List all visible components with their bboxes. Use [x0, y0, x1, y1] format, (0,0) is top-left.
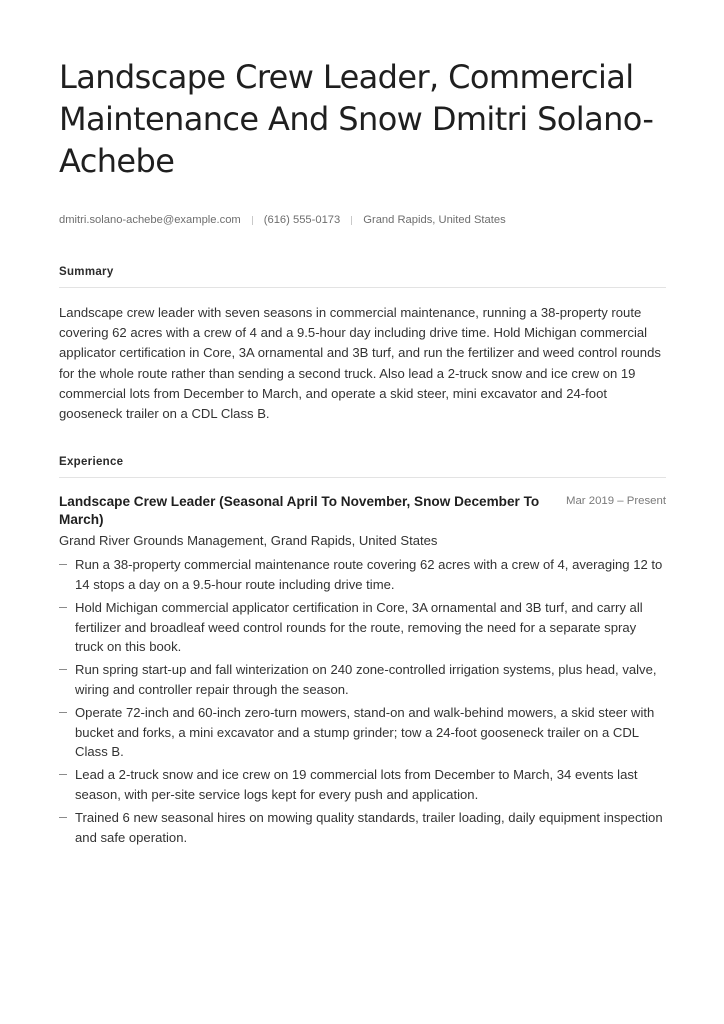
- job-header: [59, 493, 666, 529]
- summary-text: Landscape crew leader with seven seasons in commercial maintenance, running a 38-property route covering 62 acres with a crew of 4 and a 9.5-hour day including drive time. Hold Michigan commercial applicator certification in Core, 3A ornamental and 3B turf, and run the fertilizer and weed control rounds for the whole route rather than sending a second truck. Also lead a 2-truck snow and ice crew on 19 commercial lots from December to March, and operate a skid steer, mini excavator and 24-foot gooseneck trailer on a CDL Class B.: [59, 305, 661, 422]
- job-title: Landscape Crew Leader (Seasonal April To November, Snow December To March): [59, 494, 540, 528]
- job-bullet: [59, 765, 666, 805]
- contact-line: [59, 214, 666, 226]
- contact-phone[interactable]: (616) 555-0173: [263, 214, 341, 226]
- job-bullet-text: Run a 38-property commercial maintenance route covering 62 acres with a crew of 4, averaging 12 to 14 stops a day on a 9.5-hour route including drive time.: [75, 557, 663, 593]
- dash-icon: [59, 564, 67, 565]
- job-bullet-text: Hold Michigan commercial applicator certification in Core, 3A ornamental and 3B turf, and carry all fertilizer and broadleaf weed control rounds for the route, removing the need for a separate spray truck on this book.: [75, 599, 643, 655]
- job-bullet-text: Operate 72-inch and 60-inch zero-turn mowers, stand-on and walk-behind mowers, a skid steer with bucket and forks, a mini excavator and a stump grinder; tow a 24-foot gooseneck trailer on a CDL Class B.: [75, 704, 655, 760]
- resume-page: [59, 56, 666, 850]
- job-bullet: [59, 598, 666, 657]
- job-entry: [59, 493, 666, 847]
- job-bullet: [59, 555, 666, 595]
- job-bullet-text: Run spring start-up and fall winterization on 240 zone-controlled irrigation systems, plus head, valve, wiring and controller repair through the season.: [75, 662, 657, 697]
- job-bullet: [59, 660, 666, 700]
- job-bullet: [59, 703, 666, 762]
- dash-icon: [59, 669, 67, 670]
- job-dates: Mar 2019 – Present: [565, 495, 666, 508]
- summary-heading: Summary: [59, 266, 666, 288]
- dash-icon: [59, 774, 67, 775]
- contact-location: Grand Rapids, United States: [363, 214, 506, 226]
- experience-section: [59, 456, 666, 847]
- contact-email[interactable]: dmitri.solano-achebe@example.com: [59, 214, 241, 226]
- contact-divider: [351, 216, 352, 225]
- page-title: Landscape Crew Leader, Commercial Maintenance And Snow Dmitri Solano-Achebe: [59, 58, 654, 180]
- job-bullet-text: Lead a 2-truck snow and ice crew on 19 commercial lots from December to March, 34 events last season, with per-site service logs kept for every push and application.: [75, 767, 638, 802]
- contact-divider: [252, 216, 253, 225]
- job-bullet: [59, 808, 666, 848]
- dash-icon: [59, 817, 67, 818]
- dash-icon: [59, 607, 67, 608]
- job-bullet-text: Trained 6 new seasonal hires on mowing quality standards, trailer loading, daily equipment inspection and safe operation.: [75, 809, 663, 845]
- dash-icon: [59, 712, 67, 713]
- job-bullets: [59, 555, 666, 847]
- summary-section: [59, 266, 666, 424]
- job-company: Grand River Grounds Management, Grand Rapids, United States: [59, 533, 438, 549]
- experience-heading: Experience: [59, 456, 666, 478]
